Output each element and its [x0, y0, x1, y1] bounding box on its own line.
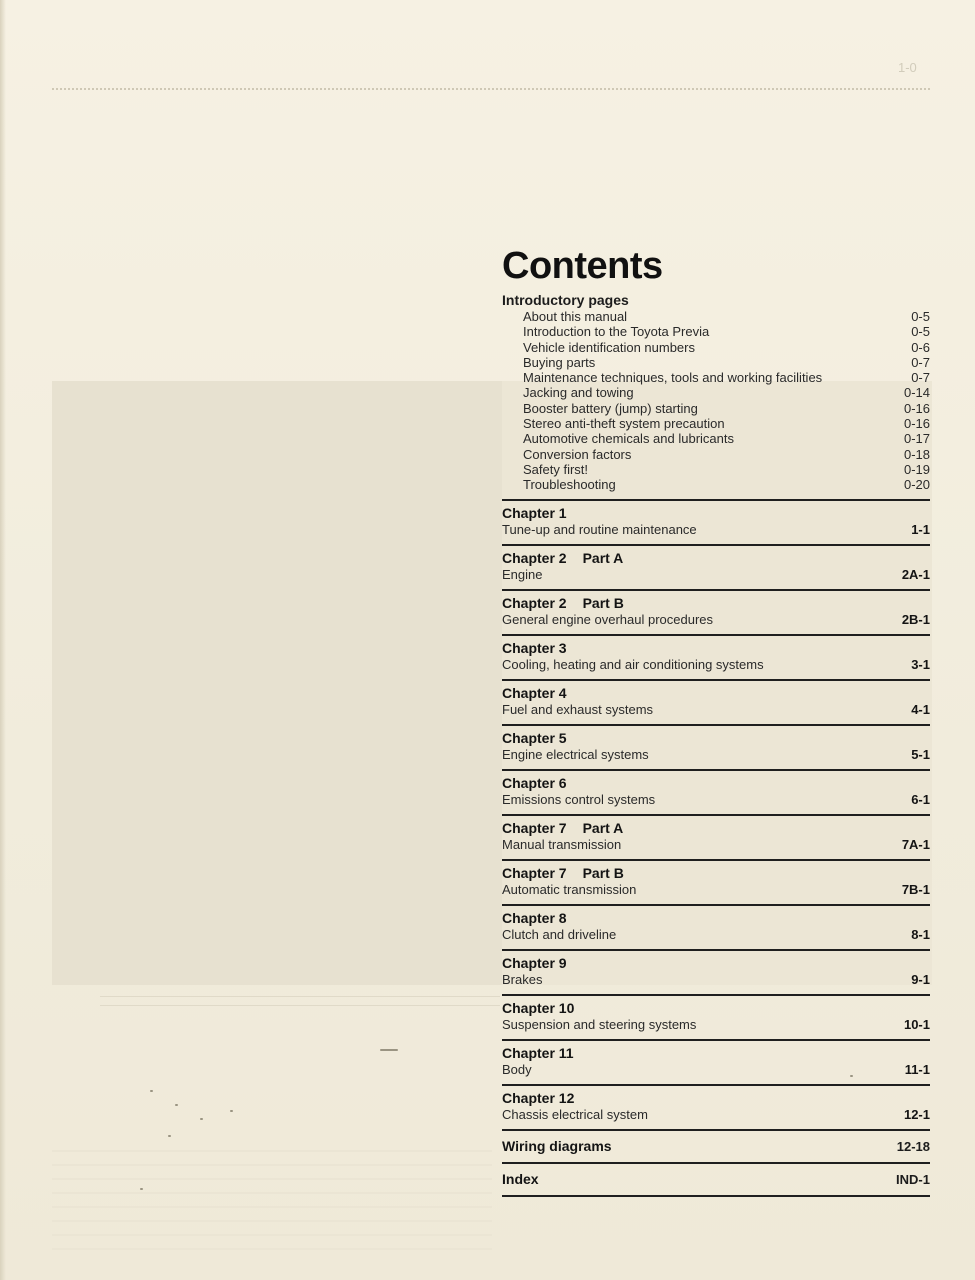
- intro-item[interactable]: [502, 355, 930, 370]
- chapter-subtitle: Cooling, heating and air conditioning systems: [502, 656, 764, 672]
- bottom-rule: [502, 1195, 930, 1197]
- chapter-part: Part A: [582, 549, 624, 566]
- chapter-subtitle: Tune-up and routine maintenance: [502, 521, 697, 537]
- chapter-page: 11-1: [904, 1061, 930, 1077]
- chapter-entry-5[interactable]: [502, 724, 930, 769]
- chapter-page: 5-1: [911, 746, 930, 762]
- speckle: [230, 1110, 233, 1112]
- chapter-page: 6-1: [911, 791, 930, 807]
- intro-item-page: 0-16: [903, 400, 930, 416]
- wiring-diagrams-entry[interactable]: [502, 1129, 930, 1162]
- speckle: [200, 1118, 203, 1120]
- header-page-number: 1-0: [898, 60, 917, 75]
- chapter-subtitle: Emissions control systems: [502, 791, 656, 807]
- show-through-caption: [100, 996, 500, 1006]
- chapter-page: 7B-1: [901, 881, 930, 897]
- chapter-entry-8[interactable]: [502, 904, 930, 949]
- intro-item[interactable]: [502, 324, 930, 339]
- chapter-entry-9[interactable]: [502, 949, 930, 994]
- chapter-entry-7b[interactable]: [502, 859, 930, 904]
- intro-item-page: 0-7: [911, 354, 930, 370]
- show-through-photo: [52, 381, 502, 985]
- intro-item-label: Safety first!: [523, 461, 589, 477]
- chapter-page: 9-1: [911, 971, 930, 987]
- intro-item[interactable]: [502, 309, 930, 324]
- chapter-title: Chapter 8: [502, 909, 567, 926]
- table-of-contents: [502, 244, 930, 1197]
- index-title: Index: [502, 1170, 539, 1187]
- chapter-page: 7A-1: [901, 836, 930, 852]
- chapter-title: Chapter 4: [502, 684, 567, 701]
- speckle: [175, 1104, 178, 1106]
- chapter-subtitle: Body: [502, 1061, 532, 1077]
- intro-heading: Introductory pages: [502, 292, 629, 308]
- chapter-title: Chapter 6: [502, 774, 567, 791]
- chapter-page: 12-1: [903, 1106, 930, 1122]
- intro-item-label: About this manual: [523, 309, 628, 324]
- chapter-subtitle: Brakes: [502, 971, 543, 987]
- chapter-entry-6[interactable]: [502, 769, 930, 814]
- chapter-entry-2a[interactable]: [502, 544, 930, 589]
- chapter-subtitle: Suspension and steering systems: [502, 1016, 697, 1032]
- chapter-title: Chapter 1: [502, 504, 567, 521]
- chapter-entry-2b[interactable]: [502, 589, 930, 634]
- chapter-title: Chapter 3: [502, 639, 567, 656]
- chapter-page: 2A-1: [901, 566, 930, 582]
- intro-item-label: Maintenance techniques, tools and working facilities: [523, 370, 823, 386]
- chapter-title: Chapter 10: [502, 999, 575, 1016]
- intro-item[interactable]: [502, 340, 930, 355]
- chapter-page: 4-1: [911, 701, 930, 717]
- intro-item-label: Introduction to the Toyota Previa: [523, 324, 710, 340]
- chapter-title: Chapter 11: [502, 1044, 574, 1061]
- chapter-page: 1-1: [911, 521, 930, 537]
- intro-item-page: 0-6: [911, 339, 930, 355]
- chapter-title: Chapter 5: [502, 729, 567, 746]
- intro-item-label: Troubleshooting: [523, 477, 616, 493]
- chapter-part: Part A: [582, 819, 624, 836]
- chapter-subtitle: Fuel and exhaust systems: [502, 701, 654, 717]
- chapter-title: Chapter 7 Part B: [502, 864, 624, 881]
- speckle: [168, 1135, 171, 1137]
- chapter-entry-10[interactable]: [502, 994, 930, 1039]
- chapter-title: Chapter 9: [502, 954, 567, 971]
- chapter-title: Chapter 12: [502, 1089, 575, 1106]
- intro-item[interactable]: [502, 447, 930, 462]
- chapter-entry-4[interactable]: [502, 679, 930, 724]
- chapter-page: 3-1: [911, 656, 930, 672]
- chapter-subtitle: Engine electrical systems: [502, 746, 649, 762]
- intro-item-page: 0-19: [903, 461, 930, 477]
- wiring-diagrams-title: Wiring diagrams: [502, 1137, 612, 1154]
- chapter-subtitle: Manual transmission: [502, 836, 622, 852]
- chapter-title: Chapter 2 Part B: [502, 594, 624, 611]
- chapter-page: 10-1: [903, 1016, 930, 1032]
- intro-item[interactable]: [502, 401, 930, 416]
- intro-item[interactable]: [502, 462, 930, 477]
- intro-item[interactable]: [502, 431, 930, 446]
- show-through-text: [52, 1150, 492, 1250]
- chapter-entry-3[interactable]: [502, 634, 930, 679]
- chapter-entry-7a[interactable]: [502, 814, 930, 859]
- chapter-page: 8-1: [911, 926, 930, 942]
- wiring-diagrams-page: 12-18: [896, 1138, 930, 1154]
- chapter-page: 2B-1: [901, 611, 930, 627]
- chapter-entry-11[interactable]: [502, 1039, 930, 1084]
- chapter-subtitle: General engine overhaul procedures: [502, 611, 714, 627]
- speckle: [380, 1049, 398, 1051]
- intro-item-page: 0-5: [911, 324, 930, 340]
- intro-item-page: 0-7: [911, 370, 930, 386]
- page-edge-shadow: [0, 0, 6, 1280]
- intro-list: [502, 309, 930, 493]
- index-entry[interactable]: [502, 1162, 930, 1195]
- chapter-subtitle: Engine: [502, 566, 543, 582]
- intro-item[interactable]: [502, 385, 930, 400]
- intro-item[interactable]: [502, 477, 930, 492]
- chapter-entry-12[interactable]: [502, 1084, 930, 1129]
- intro-item-label: Booster battery (jump) starting: [523, 400, 698, 416]
- chapter-title: Chapter 2 Part A: [502, 549, 624, 566]
- intro-item-page: 0-17: [903, 431, 930, 447]
- intro-item-page: 0-5: [911, 309, 930, 324]
- page-title: Contents: [502, 245, 663, 287]
- intro-item-page: 0-20: [903, 477, 930, 493]
- chapter-subtitle: Chassis electrical system: [502, 1106, 648, 1122]
- intro-item-label: Jacking and towing: [523, 385, 634, 401]
- chapter-subtitle: Clutch and driveline: [502, 926, 617, 942]
- intro-item-label: Conversion factors: [523, 446, 632, 462]
- intro-item-page: 0-16: [903, 416, 930, 432]
- intro-item-page: 0-14: [903, 385, 930, 401]
- intro-item-label: Automotive chemicals and lubricants: [523, 431, 734, 447]
- speckle: [140, 1188, 143, 1190]
- chapter-list: [502, 499, 930, 1197]
- intro-item-label: Vehicle identification numbers: [523, 339, 695, 355]
- intro-item-page: 0-18: [903, 446, 930, 462]
- speckle: [150, 1090, 153, 1092]
- intro-item[interactable]: [502, 416, 930, 431]
- header-rule: [52, 88, 930, 90]
- index-page: IND-1: [896, 1171, 930, 1187]
- chapter-title: Chapter 7 Part A: [502, 819, 624, 836]
- chapter-part: Part B: [582, 594, 624, 611]
- intro-item[interactable]: [502, 370, 930, 385]
- chapter-entry-1[interactable]: [502, 499, 930, 544]
- intro-item-label: Buying parts: [523, 354, 596, 370]
- chapter-subtitle: Automatic transmission: [502, 881, 637, 897]
- intro-item-label: Stereo anti-theft system precaution: [523, 416, 725, 432]
- chapter-part: Part B: [582, 864, 624, 881]
